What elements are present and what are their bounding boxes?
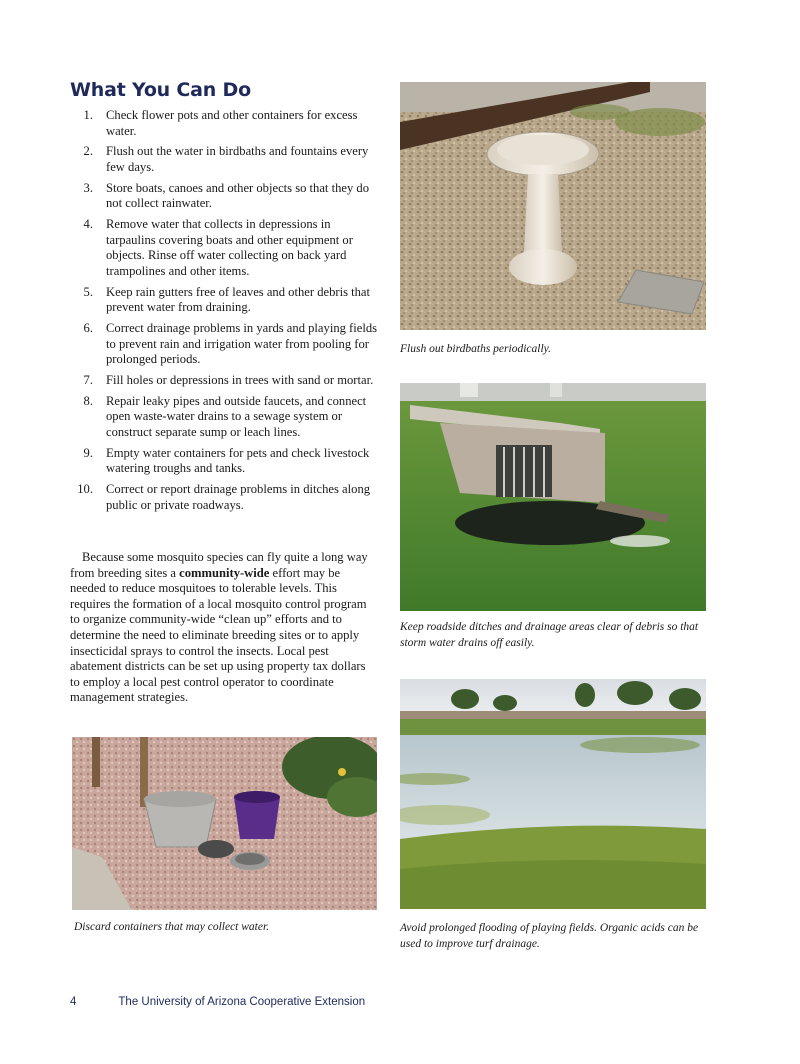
list-item [70, 482, 380, 513]
item-number: 5. [83, 284, 93, 299]
item-number: 10. [77, 482, 93, 497]
item-number: 6. [83, 321, 93, 336]
page-number: 4 [70, 996, 77, 1008]
paragraph-text-start: Because some mosquito species can fly quite a long way from breeding sites a [70, 550, 368, 580]
item-text: Empty water containers for pets and check livestock watering troughs and tanks. [106, 445, 370, 476]
ditch-caption: Keep roadside ditches and drainage areas clear of debris so that storm water drains off easily. [400, 621, 699, 649]
field-photo [400, 679, 706, 909]
item-text: Keep rain gutters free of leaves and other debris that prevent water from draining. [106, 284, 371, 315]
list-item [70, 285, 380, 316]
paragraph-emphasis: community-wide [179, 565, 270, 580]
list-item [70, 217, 380, 279]
list-item [70, 108, 380, 139]
publisher-name: The University of Arizona Cooperative Extension [118, 996, 366, 1008]
item-text: Store boats, canoes and other objects so that they do not collect rainwater. [106, 180, 370, 211]
paragraph-text-end: effort may be needed to reduce mosquitoes to tolerable levels. This requires the formation of a local mosquito control program to organize community-wide “clean up” efforts and to determine the need to eliminate breeding sites or to apply insecticidal sprays to control the insects. Local pest abatement districts can be set up using property tax dollars to employ a local pest control operator to coordinate management strategies. [70, 565, 367, 705]
community-paragraph [70, 550, 378, 706]
item-number: 9. [83, 445, 93, 460]
item-text: Repair leaky pipes and outside faucets, and connect open waste-water drains to a sewage system or construct separate sump or leach lines. [106, 393, 367, 439]
item-text: Correct drainage problems in yards and playing fields to prevent rain and irrigation water from pooling for prolonged periods. [106, 321, 378, 367]
item-number: 7. [83, 373, 93, 388]
item-text: Check flower pots and other containers for excess water. [106, 108, 358, 138]
item-text: Remove water that collects in depressions in tarpaulins covering boats and other equipment or objects. Rinse off water collecting on back yard trampolines and other items. [106, 217, 353, 278]
containers-photo [72, 737, 377, 910]
item-number: 3. [83, 180, 93, 195]
containers-caption: Discard containers that may collect water. [74, 921, 270, 933]
birdbath-caption: Flush out birdbaths periodically. [400, 343, 551, 355]
section-heading: What You Can Do [70, 79, 251, 101]
field-caption: Avoid prolonged flooding of playing fields. Organic acids can be used to improve turf drainage. [400, 922, 699, 950]
item-number: 8. [83, 393, 93, 408]
item-number: 1. [83, 108, 93, 122]
item-number: 2. [83, 144, 93, 159]
item-text: Flush out the water in birdbaths and fountains every few days. [106, 144, 369, 174]
list-item [70, 373, 380, 389]
list-item [70, 321, 380, 368]
item-text: Fill holes or depressions in trees with sand or mortar. [106, 373, 374, 388]
birdbath-photo [400, 82, 706, 330]
ditch-photo [400, 383, 706, 611]
action-list [70, 108, 380, 519]
page-footer [70, 996, 365, 1008]
item-text: Correct or report drainage problems in ditches along public or private roadways. [106, 482, 371, 512]
list-item [70, 181, 380, 212]
list-item [70, 446, 380, 477]
item-number: 4. [83, 217, 93, 232]
list-item [70, 394, 380, 441]
list-item [70, 144, 380, 175]
